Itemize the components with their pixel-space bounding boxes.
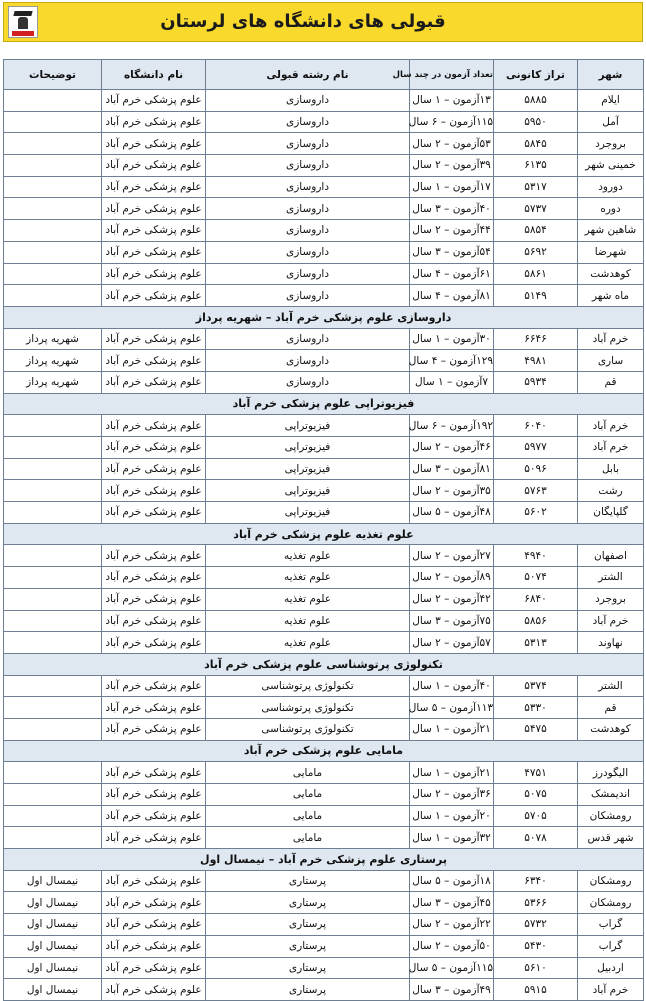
header-major: نام رشته قبولی bbox=[206, 60, 410, 90]
cell-university: علوم پزشکی خرم آباد bbox=[102, 220, 206, 242]
cell-exams: ۸۹آزمون – ۲ سال bbox=[410, 567, 494, 589]
cell-exams: ۱۱۵آزمون – ۶ سال bbox=[410, 111, 494, 133]
cell-university: علوم پزشکی خرم آباد bbox=[102, 263, 206, 285]
table-row bbox=[4, 176, 644, 198]
table-row bbox=[4, 241, 644, 263]
cell-university: علوم پزشکی خرم آباد bbox=[102, 914, 206, 936]
cell-exams: ۶۱آزمون – ۴ سال bbox=[410, 263, 494, 285]
cell-score: ۶۰۴۰ bbox=[494, 415, 578, 437]
table-row bbox=[4, 415, 644, 437]
table-row bbox=[4, 979, 644, 1001]
cell-exams: ۱۱۳آزمون – ۵ سال bbox=[410, 697, 494, 719]
cell-university: علوم پزشکی خرم آباد bbox=[102, 718, 206, 740]
table-row bbox=[4, 545, 644, 567]
section-heading: علوم تغذیه علوم پزشکی خرم آباد bbox=[4, 523, 644, 545]
cell-city: بابل bbox=[578, 458, 644, 480]
cell-score: ۵۹۷۷ bbox=[494, 437, 578, 459]
cell-exams: ۵۷آزمون – ۲ سال bbox=[410, 632, 494, 654]
cell-university: علوم پزشکی خرم آباد bbox=[102, 567, 206, 589]
cell-score: ۵۹۱۵ bbox=[494, 979, 578, 1001]
cell-score: ۵۶۹۲ bbox=[494, 241, 578, 263]
table-row bbox=[4, 90, 644, 112]
cell-note bbox=[4, 176, 102, 198]
cell-city: شهرضا bbox=[578, 241, 644, 263]
cell-major: مامایی bbox=[206, 827, 410, 849]
cell-university: علوم پزشکی خرم آباد bbox=[102, 632, 206, 654]
cell-university: علوم پزشکی خرم آباد bbox=[102, 241, 206, 263]
section-heading: داروسازی علوم پزشکی خرم آباد – شهریه پرداز bbox=[4, 306, 644, 328]
cell-major: داروسازی bbox=[206, 198, 410, 220]
cell-exams: ۴۶آزمون – ۲ سال bbox=[410, 437, 494, 459]
cell-city: شاهین شهر bbox=[578, 220, 644, 242]
cell-university: علوم پزشکی خرم آباد bbox=[102, 610, 206, 632]
cell-score: ۵۴۳۰ bbox=[494, 935, 578, 957]
cell-city: اصفهان bbox=[578, 545, 644, 567]
cell-exams: ۵۳آزمون – ۲ سال bbox=[410, 133, 494, 155]
cell-note bbox=[4, 90, 102, 112]
cell-exams: ۴۲آزمون – ۲ سال bbox=[410, 588, 494, 610]
cell-note bbox=[4, 762, 102, 784]
cell-exams: ۳۰آزمون – ۱ سال bbox=[410, 328, 494, 350]
cell-note bbox=[4, 697, 102, 719]
section-heading-row bbox=[4, 306, 644, 328]
table-row bbox=[4, 328, 644, 350]
cell-major: داروسازی bbox=[206, 176, 410, 198]
cell-city: گلپایگان bbox=[578, 502, 644, 524]
section-heading-row bbox=[4, 523, 644, 545]
table-row bbox=[4, 870, 644, 892]
cell-major: داروسازی bbox=[206, 350, 410, 372]
cell-city: گراب bbox=[578, 935, 644, 957]
cell-score: ۵۷۳۷ bbox=[494, 198, 578, 220]
cell-score: ۵۸۸۵ bbox=[494, 90, 578, 112]
cell-city: رومشکان bbox=[578, 892, 644, 914]
cell-university: علوم پزشکی خرم آباد bbox=[102, 176, 206, 198]
table-row bbox=[4, 675, 644, 697]
section-heading-row bbox=[4, 740, 644, 762]
cell-city: الشتر bbox=[578, 675, 644, 697]
cell-city: قم bbox=[578, 371, 644, 393]
cell-exams: ۸۱آزمون – ۴ سال bbox=[410, 285, 494, 307]
cell-major: علوم تغذیه bbox=[206, 588, 410, 610]
cell-city: خرم آباد bbox=[578, 415, 644, 437]
cell-major: مامایی bbox=[206, 784, 410, 806]
cell-exams: ۱۹۲آزمون – ۶ سال bbox=[410, 415, 494, 437]
cell-university: علوم پزشکی خرم آباد bbox=[102, 697, 206, 719]
table-row bbox=[4, 632, 644, 654]
cell-exams: ۲۲آزمون – ۲ سال bbox=[410, 914, 494, 936]
cell-university: علوم پزشکی خرم آباد bbox=[102, 935, 206, 957]
page-title: قبولی های دانشگاه های لرستان bbox=[160, 11, 446, 32]
cell-note: نیمسال اول bbox=[4, 979, 102, 1001]
cell-university: علوم پزشکی خرم آباد bbox=[102, 870, 206, 892]
table-row bbox=[4, 458, 644, 480]
table-row bbox=[4, 784, 644, 806]
cell-university: علوم پزشکی خرم آباد bbox=[102, 371, 206, 393]
cell-note: شهریه پرداز bbox=[4, 371, 102, 393]
cell-city: ایلام bbox=[578, 90, 644, 112]
table-body bbox=[4, 90, 644, 1001]
cell-exams: ۴۸آزمون – ۵ سال bbox=[410, 502, 494, 524]
cell-score: ۶۳۴۰ bbox=[494, 870, 578, 892]
cell-score: ۵۳۳۰ bbox=[494, 697, 578, 719]
cell-major: پرستاری bbox=[206, 914, 410, 936]
cell-score: ۵۳۱۷ bbox=[494, 176, 578, 198]
cell-university: علوم پزشکی خرم آباد bbox=[102, 588, 206, 610]
cell-score: ۶۱۳۵ bbox=[494, 155, 578, 177]
cell-exams: ۱۷آزمون – ۱ سال bbox=[410, 176, 494, 198]
cell-note bbox=[4, 415, 102, 437]
cell-university: علوم پزشکی خرم آباد bbox=[102, 285, 206, 307]
cell-note: شهریه پرداز bbox=[4, 328, 102, 350]
section-heading-row bbox=[4, 653, 644, 675]
cell-university: علوم پزشکی خرم آباد bbox=[102, 762, 206, 784]
cell-exams: ۳۶آزمون – ۲ سال bbox=[410, 784, 494, 806]
cell-score: ۶۸۴۰ bbox=[494, 588, 578, 610]
table-row bbox=[4, 111, 644, 133]
cell-major: پرستاری bbox=[206, 892, 410, 914]
header-university: نام دانشگاه bbox=[102, 60, 206, 90]
table-row bbox=[4, 133, 644, 155]
section-heading-row bbox=[4, 393, 644, 415]
cell-major: علوم تغذیه bbox=[206, 632, 410, 654]
section-heading: تکنولوژی پرتوشناسی علوم پزشکی خرم آباد bbox=[4, 653, 644, 675]
cell-city: رومشکان bbox=[578, 870, 644, 892]
table-row bbox=[4, 827, 644, 849]
section-heading-row bbox=[4, 849, 644, 871]
table-row bbox=[4, 718, 644, 740]
cell-city: خرم آباد bbox=[578, 328, 644, 350]
cell-university: علوم پزشکی خرم آباد bbox=[102, 328, 206, 350]
table-row bbox=[4, 155, 644, 177]
header-notes: توضیحات bbox=[4, 60, 102, 90]
cell-note: نیمسال اول bbox=[4, 892, 102, 914]
cell-major: فیزیوتراپی bbox=[206, 502, 410, 524]
section-heading: پرستاری علوم پزشکی خرم آباد – نیمسال اول bbox=[4, 849, 644, 871]
section-heading: مامایی علوم پزشکی خرم آباد bbox=[4, 740, 644, 762]
cell-city: خرم آباد bbox=[578, 437, 644, 459]
cell-note bbox=[4, 198, 102, 220]
cell-university: علوم پزشکی خرم آباد bbox=[102, 90, 206, 112]
cell-score: ۵۸۴۵ bbox=[494, 133, 578, 155]
cell-university: علوم پزشکی خرم آباد bbox=[102, 415, 206, 437]
cell-university: علوم پزشکی خرم آباد bbox=[102, 805, 206, 827]
cell-city: کوهدشت bbox=[578, 718, 644, 740]
cell-city: آمل bbox=[578, 111, 644, 133]
cell-major: فیزیوتراپی bbox=[206, 458, 410, 480]
cell-university: علوم پزشکی خرم آباد bbox=[102, 133, 206, 155]
table-row bbox=[4, 437, 644, 459]
cell-exams: ۴۰آزمون – ۳ سال bbox=[410, 198, 494, 220]
cell-city: شهر قدس bbox=[578, 827, 644, 849]
cell-exams: ۴۴آزمون – ۲ سال bbox=[410, 220, 494, 242]
header-city: شهر bbox=[578, 60, 644, 90]
cell-score: ۵۷۳۲ bbox=[494, 914, 578, 936]
cell-university: علوم پزشکی خرم آباد bbox=[102, 545, 206, 567]
cell-note bbox=[4, 133, 102, 155]
cell-note: نیمسال اول bbox=[4, 914, 102, 936]
cell-note: نیمسال اول bbox=[4, 957, 102, 979]
cell-major: داروسازی bbox=[206, 241, 410, 263]
cell-city: خرم آباد bbox=[578, 979, 644, 1001]
cell-score: ۵۶۱۰ bbox=[494, 957, 578, 979]
cell-city: دورود bbox=[578, 176, 644, 198]
cell-city: ماه شهر bbox=[578, 285, 644, 307]
cell-city: خمینی شهر bbox=[578, 155, 644, 177]
cell-score: ۵۷۰۵ bbox=[494, 805, 578, 827]
cell-exams: ۲۱آزمون – ۱ سال bbox=[410, 762, 494, 784]
cell-note bbox=[4, 805, 102, 827]
cell-note bbox=[4, 263, 102, 285]
cell-major: مامایی bbox=[206, 762, 410, 784]
cell-exams: ۵۴آزمون – ۳ سال bbox=[410, 241, 494, 263]
cell-major: داروسازی bbox=[206, 90, 410, 112]
cell-score: ۵۳۷۴ bbox=[494, 675, 578, 697]
cell-city: دوره bbox=[578, 198, 644, 220]
table-row bbox=[4, 371, 644, 393]
cell-note bbox=[4, 285, 102, 307]
cell-score: ۵۰۷۴ bbox=[494, 567, 578, 589]
cell-score: ۵۱۴۹ bbox=[494, 285, 578, 307]
cell-score: ۶۶۴۶ bbox=[494, 328, 578, 350]
cell-exams: ۷۵آزمون – ۳ سال bbox=[410, 610, 494, 632]
cell-exams: ۲۱آزمون – ۱ سال bbox=[410, 718, 494, 740]
cell-major: داروسازی bbox=[206, 263, 410, 285]
cell-university: علوم پزشکی خرم آباد bbox=[102, 502, 206, 524]
cell-major: پرستاری bbox=[206, 957, 410, 979]
table-row bbox=[4, 198, 644, 220]
cell-major: فیزیوتراپی bbox=[206, 415, 410, 437]
cell-exams: ۵۰آزمون – ۲ سال bbox=[410, 935, 494, 957]
table-row bbox=[4, 914, 644, 936]
cell-note: نیمسال اول bbox=[4, 870, 102, 892]
header-exams: تعداد آزمون در چند سال bbox=[410, 60, 494, 90]
cell-city: رشت bbox=[578, 480, 644, 502]
cell-note bbox=[4, 718, 102, 740]
cell-score: ۵۸۶۱ bbox=[494, 263, 578, 285]
cell-score: ۴۷۵۱ bbox=[494, 762, 578, 784]
cell-score: ۵۳۱۳ bbox=[494, 632, 578, 654]
cell-score: ۴۹۴۰ bbox=[494, 545, 578, 567]
cell-exams: ۱۳آزمون – ۱ سال bbox=[410, 90, 494, 112]
cell-note: شهریه پرداز bbox=[4, 350, 102, 372]
cell-university: علوم پزشکی خرم آباد bbox=[102, 892, 206, 914]
table-row bbox=[4, 957, 644, 979]
cell-major: علوم تغذیه bbox=[206, 567, 410, 589]
table-header-row bbox=[4, 60, 644, 90]
cell-exams: ۸۱آزمون – ۳ سال bbox=[410, 458, 494, 480]
cell-score: ۵۴۷۵ bbox=[494, 718, 578, 740]
cell-note: نیمسال اول bbox=[4, 935, 102, 957]
cell-note bbox=[4, 502, 102, 524]
cell-city: الیگودرز bbox=[578, 762, 644, 784]
table-row bbox=[4, 502, 644, 524]
cell-score: ۵۰۷۸ bbox=[494, 827, 578, 849]
table-row bbox=[4, 762, 644, 784]
cell-note bbox=[4, 784, 102, 806]
cell-note bbox=[4, 458, 102, 480]
cell-note bbox=[4, 610, 102, 632]
title-banner bbox=[3, 2, 643, 42]
table-row bbox=[4, 480, 644, 502]
cell-major: داروسازی bbox=[206, 220, 410, 242]
cell-major: تکنولوژی پرتوشناسی bbox=[206, 718, 410, 740]
cell-exams: ۲۰آزمون – ۱ سال bbox=[410, 805, 494, 827]
table-row bbox=[4, 935, 644, 957]
table-row bbox=[4, 350, 644, 372]
cell-note bbox=[4, 632, 102, 654]
cell-score: ۵۹۳۴ bbox=[494, 371, 578, 393]
cell-exams: ۳۵آزمون – ۲ سال bbox=[410, 480, 494, 502]
table-row bbox=[4, 567, 644, 589]
cell-major: داروسازی bbox=[206, 285, 410, 307]
cell-note bbox=[4, 241, 102, 263]
cell-city: رومشکان bbox=[578, 805, 644, 827]
cell-score: ۴۹۸۱ bbox=[494, 350, 578, 372]
cell-note bbox=[4, 827, 102, 849]
cell-note bbox=[4, 155, 102, 177]
cell-exams: ۳۲آزمون – ۱ سال bbox=[410, 827, 494, 849]
cell-major: داروسازی bbox=[206, 133, 410, 155]
table-row bbox=[4, 892, 644, 914]
cell-major: مامایی bbox=[206, 805, 410, 827]
cell-note bbox=[4, 675, 102, 697]
cell-city: قم bbox=[578, 697, 644, 719]
cell-city: گراب bbox=[578, 914, 644, 936]
cell-major: داروسازی bbox=[206, 371, 410, 393]
cell-exams: ۴۹آزمون – ۳ سال bbox=[410, 979, 494, 1001]
cell-university: علوم پزشکی خرم آباد bbox=[102, 458, 206, 480]
table-row bbox=[4, 697, 644, 719]
cell-note bbox=[4, 567, 102, 589]
cell-city: خرم آباد bbox=[578, 610, 644, 632]
cell-major: فیزیوتراپی bbox=[206, 480, 410, 502]
cell-major: تکنولوژی پرتوشناسی bbox=[206, 675, 410, 697]
cell-university: علوم پزشکی خرم آباد bbox=[102, 979, 206, 1001]
cell-exams: ۱۱۵آزمون – ۵ سال bbox=[410, 957, 494, 979]
cell-major: پرستاری bbox=[206, 935, 410, 957]
header-score: تراز کانونی bbox=[494, 60, 578, 90]
cell-city: اندیمشک bbox=[578, 784, 644, 806]
cell-university: علوم پزشکی خرم آباد bbox=[102, 198, 206, 220]
cell-exams: ۴۵آزمون – ۳ سال bbox=[410, 892, 494, 914]
cell-score: ۵۹۵۰ bbox=[494, 111, 578, 133]
cell-city: الشتر bbox=[578, 567, 644, 589]
cell-note bbox=[4, 111, 102, 133]
cell-score: ۵۸۵۴ bbox=[494, 220, 578, 242]
cell-major: داروسازی bbox=[206, 111, 410, 133]
cell-note bbox=[4, 545, 102, 567]
cell-score: ۵۳۶۶ bbox=[494, 892, 578, 914]
cell-university: علوم پزشکی خرم آباد bbox=[102, 957, 206, 979]
cell-major: فیزیوتراپی bbox=[206, 437, 410, 459]
cell-university: علوم پزشکی خرم آباد bbox=[102, 827, 206, 849]
cell-major: داروسازی bbox=[206, 328, 410, 350]
cell-city: اردبیل bbox=[578, 957, 644, 979]
cell-university: علوم پزشکی خرم آباد bbox=[102, 350, 206, 372]
cell-university: علوم پزشکی خرم آباد bbox=[102, 784, 206, 806]
cell-university: علوم پزشکی خرم آباد bbox=[102, 675, 206, 697]
cell-note bbox=[4, 220, 102, 242]
cell-note bbox=[4, 480, 102, 502]
table-row bbox=[4, 610, 644, 632]
cell-score: ۵۸۵۶ bbox=[494, 610, 578, 632]
cell-university: علوم پزشکی خرم آباد bbox=[102, 437, 206, 459]
table-row bbox=[4, 220, 644, 242]
cell-note bbox=[4, 437, 102, 459]
cell-major: پرستاری bbox=[206, 979, 410, 1001]
cell-city: بروجرد bbox=[578, 133, 644, 155]
cell-major: علوم تغذیه bbox=[206, 610, 410, 632]
cell-university: علوم پزشکی خرم آباد bbox=[102, 480, 206, 502]
cell-city: کوهدشت bbox=[578, 263, 644, 285]
cell-score: ۵۰۷۵ bbox=[494, 784, 578, 806]
section-heading: فیزیوتراپی علوم پزشکی خرم آباد bbox=[4, 393, 644, 415]
cell-score: ۵۶۰۲ bbox=[494, 502, 578, 524]
table-row bbox=[4, 588, 644, 610]
cell-major: پرستاری bbox=[206, 870, 410, 892]
cell-exams: ۳۹آزمون – ۲ سال bbox=[410, 155, 494, 177]
cell-city: ساری bbox=[578, 350, 644, 372]
cell-exams: ۱۲۹آزمون – ۴ سال bbox=[410, 350, 494, 372]
cell-exams: ۱۸آزمون – ۵ سال bbox=[410, 870, 494, 892]
cell-note bbox=[4, 588, 102, 610]
cell-major: علوم تغذیه bbox=[206, 545, 410, 567]
cell-exams: ۲۷آزمون – ۲ سال bbox=[410, 545, 494, 567]
cell-exams: ۴۰آزمون – ۱ سال bbox=[410, 675, 494, 697]
cell-major: تکنولوژی پرتوشناسی bbox=[206, 697, 410, 719]
cell-score: ۵۰۹۶ bbox=[494, 458, 578, 480]
table-row bbox=[4, 285, 644, 307]
cell-exams: ۷آزمون – ۱ سال bbox=[410, 371, 494, 393]
cell-university: علوم پزشکی خرم آباد bbox=[102, 111, 206, 133]
table-row bbox=[4, 263, 644, 285]
cell-major: داروسازی bbox=[206, 155, 410, 177]
cell-city: نهاوند bbox=[578, 632, 644, 654]
table-row bbox=[4, 805, 644, 827]
admissions-table bbox=[3, 59, 644, 1001]
cell-university: علوم پزشکی خرم آباد bbox=[102, 155, 206, 177]
cell-city: بروجرد bbox=[578, 588, 644, 610]
cell-score: ۵۷۶۳ bbox=[494, 480, 578, 502]
